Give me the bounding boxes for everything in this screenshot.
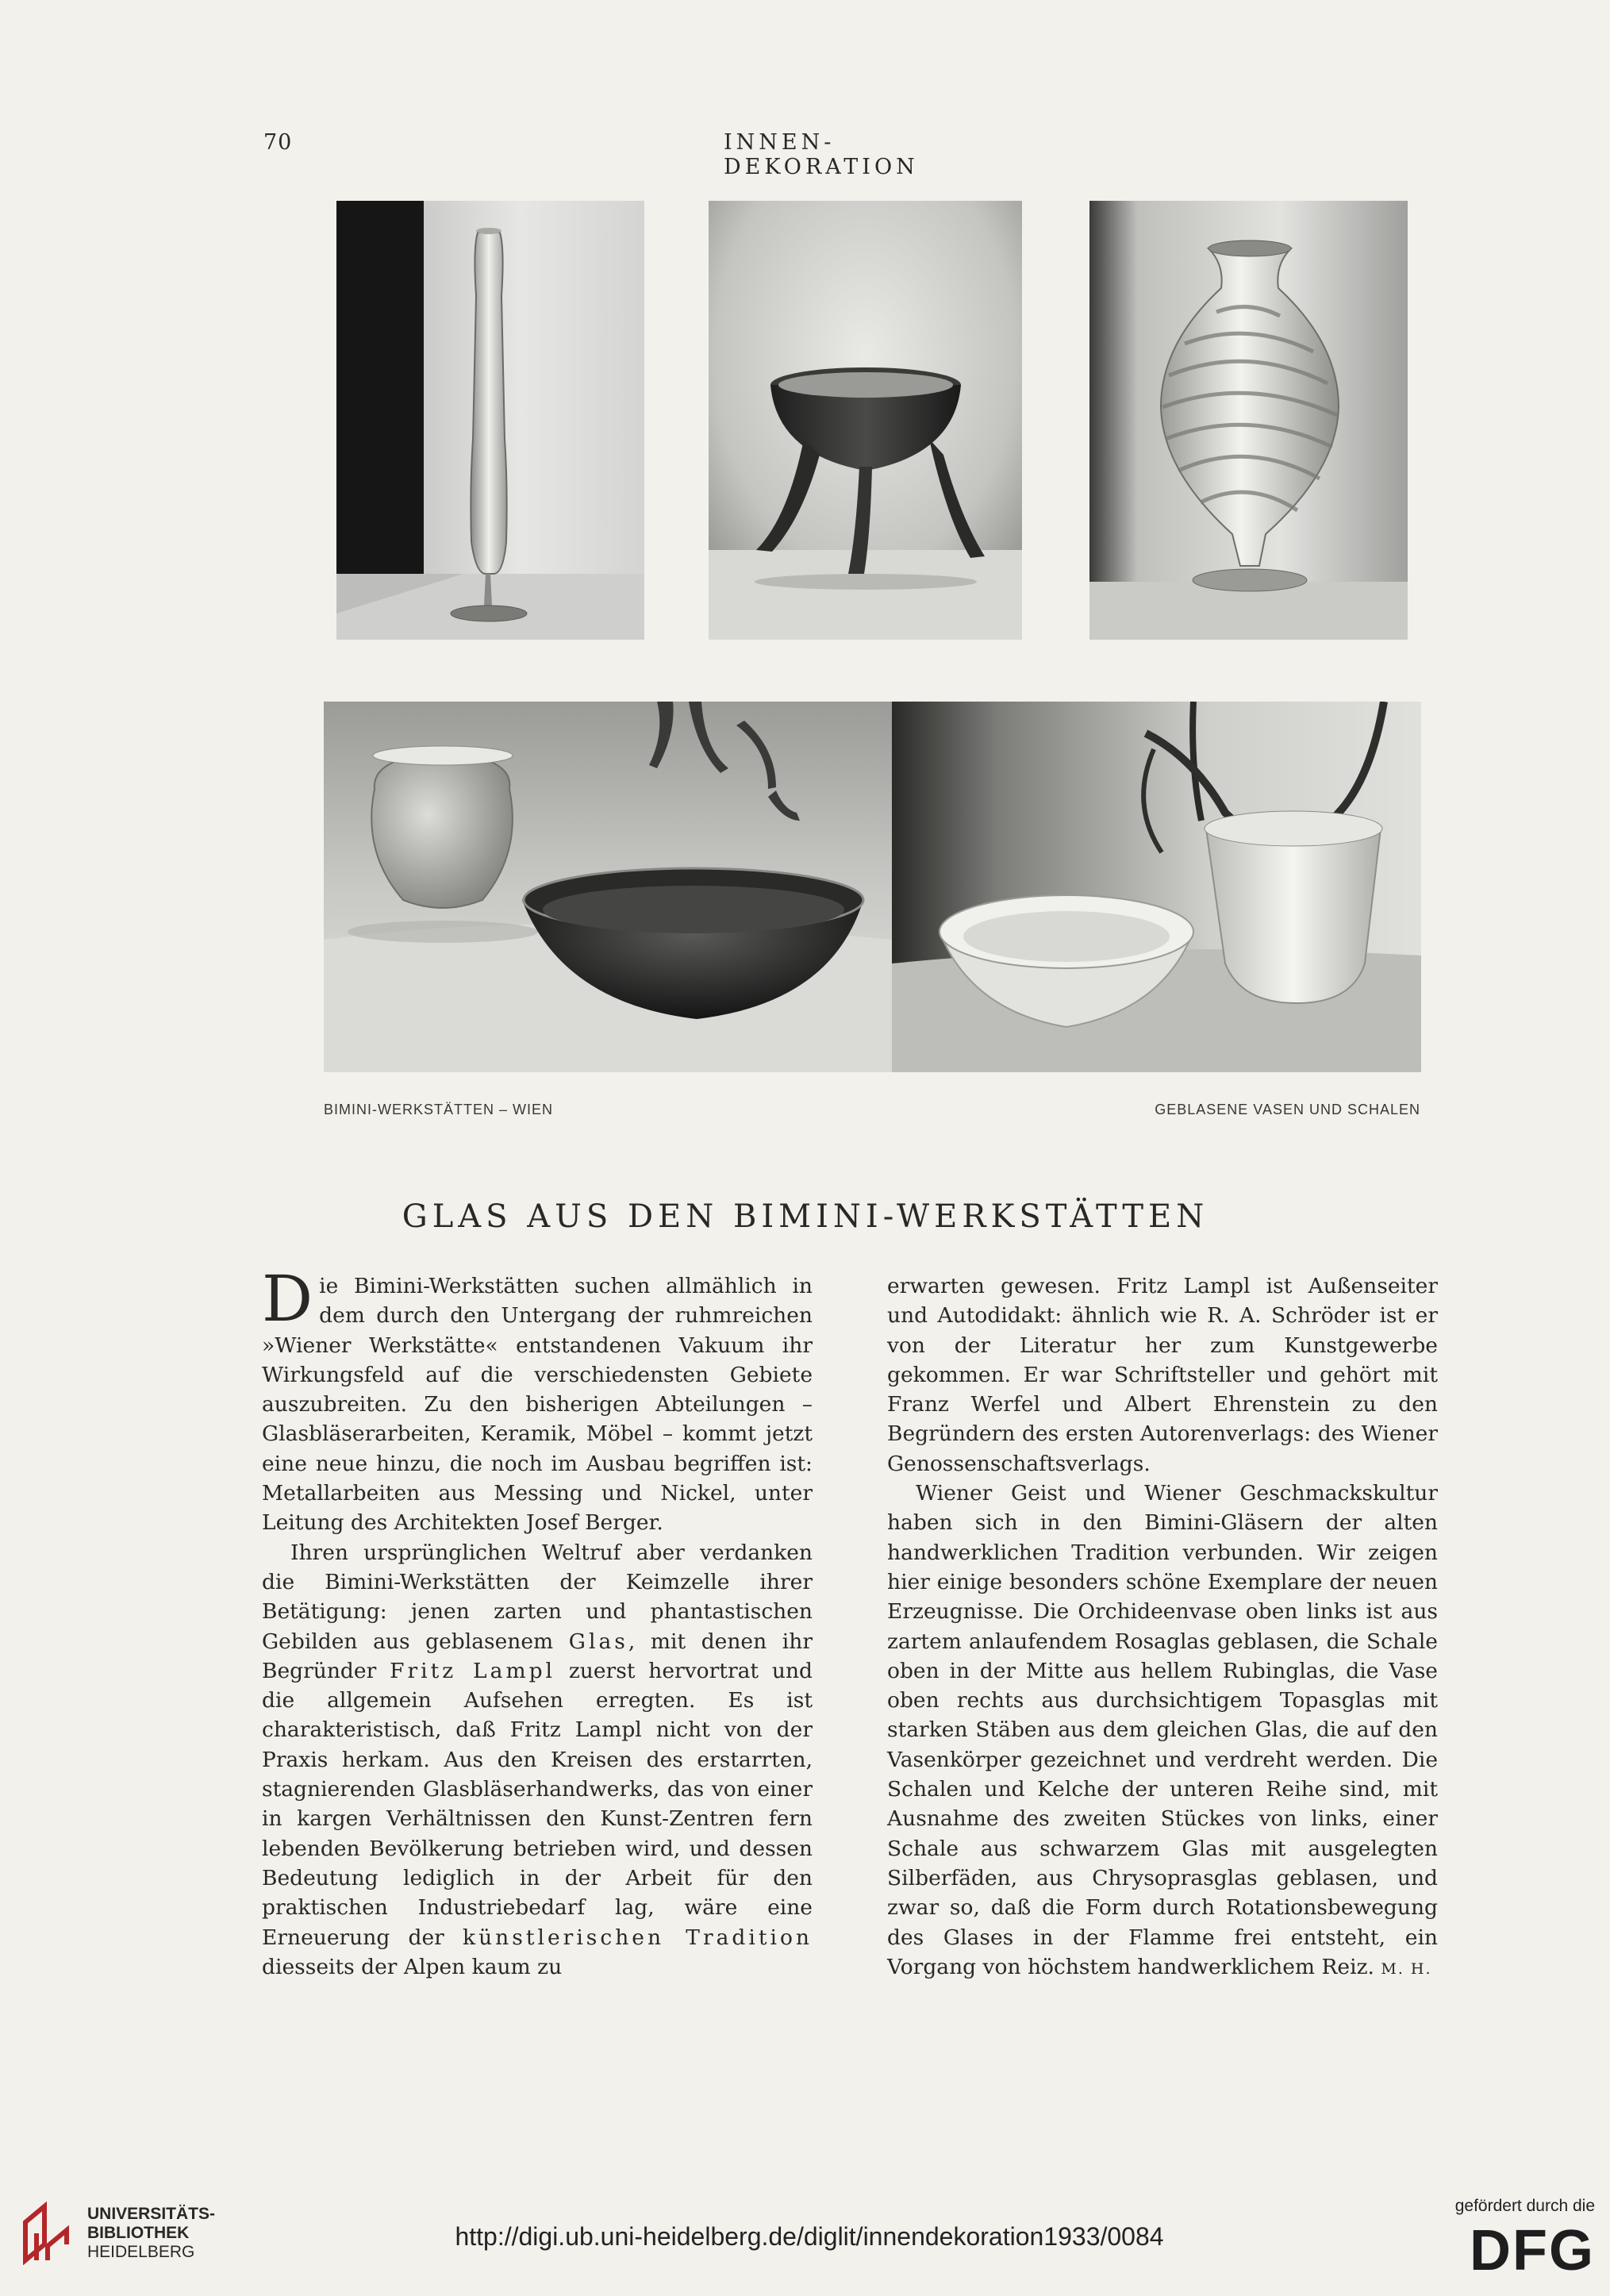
author-initials: M. H. [1381,1959,1432,1978]
dfg-logo: DFG [1470,2219,1595,2283]
journal-title: INNEN-DEKORATION [724,130,919,179]
library-name-line1: UNIVERSITÄTS- [87,2205,216,2223]
photo-cup-and-black-bowl [324,702,892,1072]
caption-left: BIMINI-WERKSTÄTTEN – WIEN [324,1102,554,1117]
article-column-right [887,1271,1438,1984]
photo-ruby-footed-bowl [709,201,1022,640]
page-number: 70 [263,130,293,155]
library-emblem-icon [17,2202,75,2265]
paragraph: Die Bimini-Werkstätten suchen allmählich in dem durch den Untergang der ruhmreichen »Wiener Werkstätte« entstandenen Vakuum ihr Wirkungsfeld auf die verschiedensten Gebiete auszubreiten. Zu den bisherigen Abteilungen – Glasbläserarbeiten, Keramik, Möbel – kommt jetzt eine neue hinzu, die noch im Ausbau begriffen ist: Metallarbeiten aus Messing und Nickel, unter Leitung des Architekten Josef Berger. [262,1262,813,1536]
paragraph: Wiener Geist und Wiener Geschmackskultur haben sich in den Bimini-Gläsern der alten handwerklichen Tradition verbunden. Wir zeigen hier einige besonders schöne Exemplare der neuen Erzeugnisse. Die Orchideenvase oben links ist aus zartem anlaufendem Rosaglas geblasen, die Schale oben in der Mitte aus hellem Rubinglas, die Vase oben rechts aus durchsichtigem Topasglas mit starken Stäben aus dem gleichen Glas, die auf den Vasenkörper gezeichnet und verdreht werden. Die Schalen und Kelche der unteren Reihe sind, mit Ausnahme des zweiten Stückes von links, einer Schale aus schwarzem Glas mit ausgelegten Silberfäden, aus Chrysoprasglas geblasen, und zwar so, daß die Form durch Rotationsbewegung des Glases in der Flamme frei entsteht, ein Vorgang von höchstem handwerklichem Reiz. M. H. [887,1481,1438,1979]
funder-block [1412,2197,1595,2284]
library-name-line2: BIBLIOTHEK [87,2224,190,2242]
article-column-left [262,1262,813,1982]
library-name-line3: HEIDELBERG [87,2243,195,2261]
caption-right: GEBLASENE VASEN UND SCHALEN [1155,1102,1420,1117]
paragraph: erwarten gewesen. Fritz Lampl ist Außenseiter und Autodidakt: ähnlich wie R. A. Schröder ist er von der Literatur her zum Kunstgewerbe gekommen. Er war Schriftsteller und gehört mit Franz Werfel und Albert Ehrenstein zu den Begründern des ersten Autorenverlags: des Wiener Genossenschaftsverlags. [887,1274,1438,1476]
drop-cap: D [262,1262,313,1336]
source-url-link[interactable]: http://digi.ub.uni-heidelberg.de/diglit/innendekoration1933/0084 [455,2222,1164,2251]
paragraph: Ihren ursprünglichen Weltruf aber verdanken die Bimini-Werkstätten der Keimzelle ihrer Betätigung: jenen zarten und phantastischen Gebilden aus geblasenem Glas, mit denen ihr Begründer Fritz Lampl zuerst hervortrat und die allgemein Aufsehen erregten. Es ist charakteristisch, daß Fritz Lampl nicht von der Praxis herkam. Aus den Kreisen des erstarrten, stagnierenden Glasbläserhandwerks, das von einer in kargen Verhältnissen den Kunst-Zentren fern lebenden Bevölkerung betrieben wird, und dessen Bedeutung lediglich in der Arbeit für den praktischen Industriebedarf lag, wäre eine Erneuerung der künstlerischen Tradition diesseits der Alpen kaum zu [262,1540,813,1979]
article-title: GLAS AUS DEN BIMINI-WERKSTÄTTEN [402,1198,1209,1235]
running-head [263,130,1025,179]
library-logo [17,2197,224,2276]
photo-orchid-vase [336,201,644,640]
funded-by-text: gefördert durch die [1454,2197,1595,2215]
photo-white-bowl-and-cup [892,702,1421,1072]
photo-twisted-topaz-vase [1089,201,1408,640]
